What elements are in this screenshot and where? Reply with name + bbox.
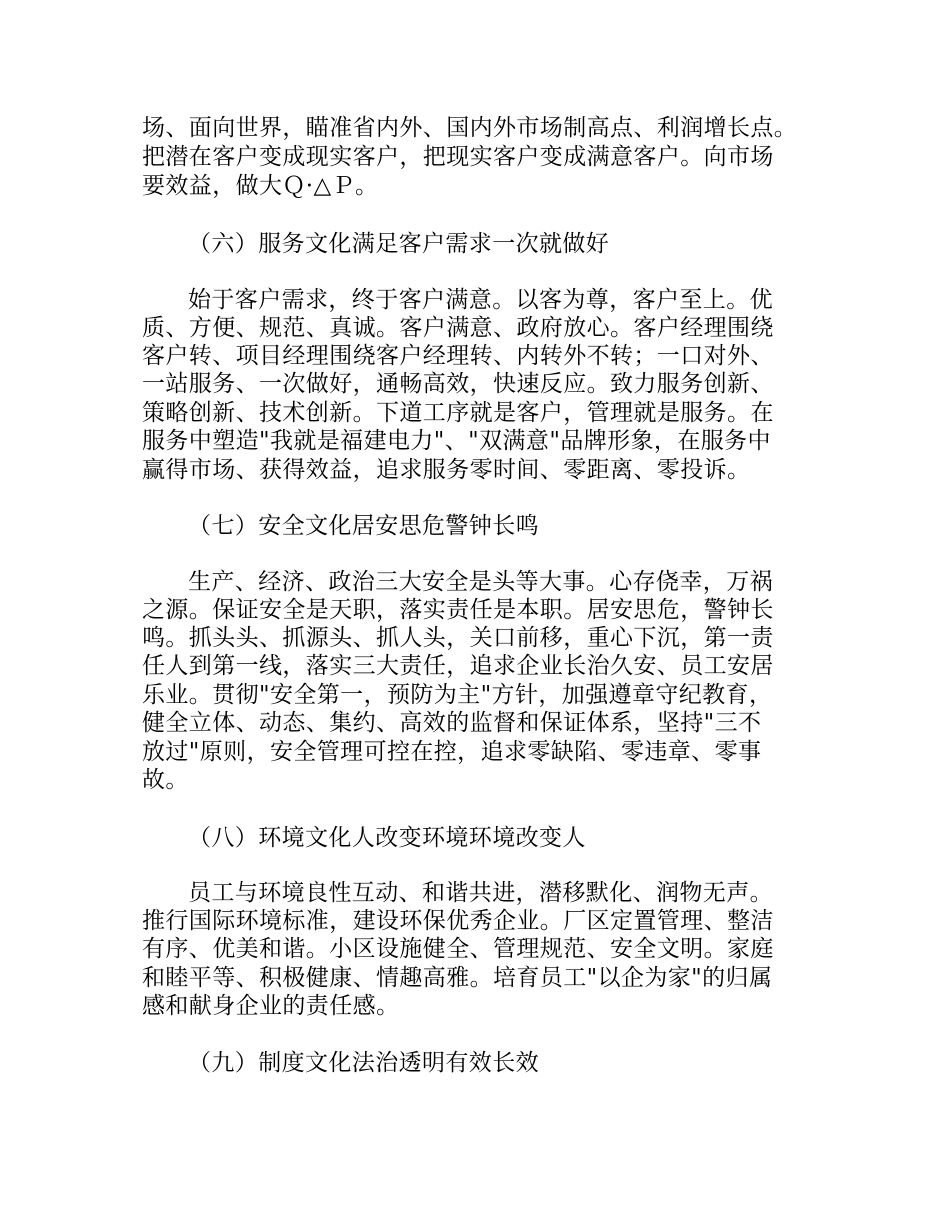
paragraph-line: 员工与环境良性互动、和谐共进，潜移默化、润物无声。 [188,880,773,906]
paragraph-line: 策略创新、技术创新。下道工序就是客户，管理就是服务。在 [142,400,774,426]
paragraph-line: 赢得市场、获得效益，追求服务零时间、零距离、零投诉。 [142,457,751,483]
paragraph-line: 健全立体、动态、集约、高效的监督和保证体系，坚持"三不 [142,710,762,736]
section-heading-8: （八）环境文化人改变环境环境改变人 [188,825,586,851]
paragraph-line: 场、面向世界，瞄准省内外、国内外市场制高点、利润增长点。 [142,115,798,141]
paragraph-line: 和睦平等、积极健康、情趣高雅。培育员工"以企为家"的归属 [142,965,773,991]
section-heading-7: （七）安全文化居安思危警钟长鸣 [188,513,539,539]
paragraph-line: 推行国际环境标准，建设环保优秀企业。厂区定置管理、整洁 [142,908,774,934]
paragraph-line: 把潜在客户变成现实客户，把现实客户变成满意客户。向市场 [142,144,774,170]
paragraph-line: 鸣。抓头头、抓源头、抓人头，关口前移，重心下沉，第一责 [142,625,774,651]
paragraph-line: 客户转、项目经理围绕客户经理转、内转外不转；一口对外、 [142,343,774,369]
paragraph-line: 质、方便、规范、真诚。客户满意、政府放心。客户经理围绕 [142,315,774,341]
section-heading-6: （六）服务文化满足客户需求一次就做好 [188,231,610,257]
paragraph-line: 故。 [142,767,189,793]
paragraph-line: 服务中塑造"我就是福建电力"、"双满意"品牌形象，在服务中 [142,428,771,454]
paragraph-line: 任人到第一线，落实三大责任，追求企业长治久安、员工安居 [142,653,774,679]
paragraph-line: 生产、经济、政治三大安全是头等大事。心存侥幸，万祸 [188,569,773,595]
paragraph-line: 放过"原则，安全管理可控在控，追求零缺陷、零违章、零事 [142,739,762,765]
paragraph-line: 乐业。贯彻"安全第一，预防为主"方针，加强遵章守纪教育， [142,682,773,708]
paragraph-line: 之源。保证安全是天职，落实责任是本职。居安思危，警钟长 [142,597,774,623]
paragraph-line: 有序、优美和谐。小区设施健全、管理规范、安全文明。家庭 [142,936,774,962]
paragraph-line: 要效益，做大Ｑ·△Ｐ。 [142,173,379,199]
paragraph-line: 一站服务、一次做好，通畅高效，快速反应。致力服务创新、 [142,371,774,397]
section-heading-9: （九）制度文化法治透明有效长效 [188,1050,539,1076]
paragraph-line: 感和献身企业的责任感。 [142,993,400,1019]
paragraph-line: 始于客户需求，终于客户满意。以客为尊，客户至上。优 [188,287,773,313]
